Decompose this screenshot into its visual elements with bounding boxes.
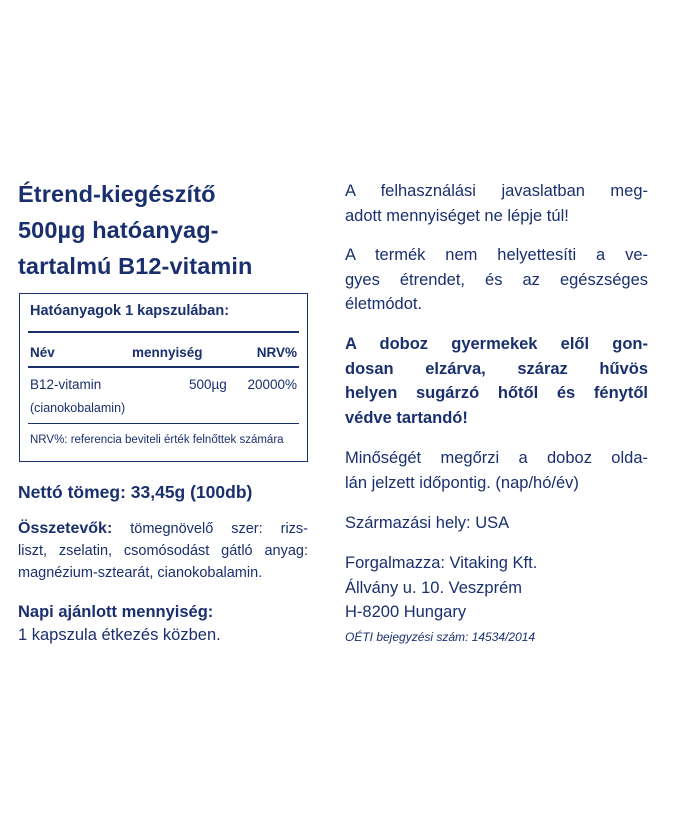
- text-line: adott mennyiséget ne lépje túl!: [345, 206, 569, 225]
- text-line: A felhasználási javaslatban meg-: [345, 182, 648, 200]
- daily-text: 1 kapszula étkezés közben.: [18, 626, 221, 644]
- col-amount: mennyiség: [132, 345, 203, 360]
- row-sub: (cianokobalamin): [30, 401, 126, 415]
- title-line: tartalmú B12-vitamin: [18, 253, 253, 279]
- ingredients-line: liszt, zselatin, csomósodást gátló anyag:: [18, 543, 308, 559]
- table-rule: [28, 366, 299, 368]
- text-line: H-8200 Hungary: [345, 603, 467, 621]
- text-line: dosan elzárva, száraz hűvös: [345, 359, 648, 378]
- ingredients-line: tömegnövelő szer: rizs-: [130, 521, 308, 537]
- table-rule: [28, 423, 299, 424]
- text-line: Állvány u. 10. Veszprém: [345, 578, 523, 597]
- net-weight: Nettó tömeg: 33,45g (100db): [18, 482, 253, 502]
- row-name: B12-vitamin: [30, 377, 102, 392]
- storage-warning: [345, 332, 648, 430]
- nutrition-table: [19, 293, 308, 462]
- col-name: Név: [30, 345, 55, 360]
- nrv-note: NRV%: referencia beviteli érték felnőttek számára: [30, 434, 284, 446]
- text-line: Minőségét megőrzi a doboz olda-: [345, 449, 648, 467]
- ingredients: [18, 518, 308, 584]
- ingredients-label: Összetevők:: [18, 520, 113, 537]
- diet-notice: [345, 243, 648, 317]
- text-line: A doboz gyermekek elől gon-: [345, 335, 648, 353]
- origin: [345, 511, 648, 536]
- product-title: [18, 176, 252, 284]
- text-line: lán jelzett időpontig. (nap/hó/év): [345, 473, 579, 492]
- distributor: [345, 551, 648, 625]
- col-nrv: NRV%: [256, 345, 297, 360]
- best-before: [345, 446, 648, 495]
- daily-dose: [18, 601, 221, 647]
- registration-number: OÉTI bejegyzési szám: 14534/2014: [345, 630, 536, 644]
- usage-warning: [345, 179, 648, 228]
- text-line: gyes étrendet, és az egészséges: [345, 270, 648, 289]
- daily-heading: Napi ajánlott mennyiség:: [18, 603, 214, 621]
- text-line: A termék nem helyettesíti a ve-: [345, 246, 648, 264]
- text-line: Forgalmazza: Vitaking Kft.: [345, 554, 538, 572]
- text-line: életmódot.: [345, 295, 423, 313]
- row-amount: 500µg: [189, 377, 227, 392]
- text-line: helyen sugárzó hőtől és fénytől: [345, 384, 648, 402]
- title-line: 500µg hatóanyag-: [18, 217, 219, 243]
- text-line: védve tartandó!: [345, 408, 468, 427]
- row-nrv: 20000%: [247, 377, 297, 392]
- title-line: Étrend-kiegészítő: [18, 181, 216, 207]
- text-line: Származási hely: USA: [345, 514, 510, 532]
- table-rule: [28, 331, 299, 333]
- ingredients-line: magnézium-sztearát, cianokobalamin.: [18, 565, 263, 581]
- table-heading: Hatóanyagok 1 kapszulában:: [30, 303, 230, 319]
